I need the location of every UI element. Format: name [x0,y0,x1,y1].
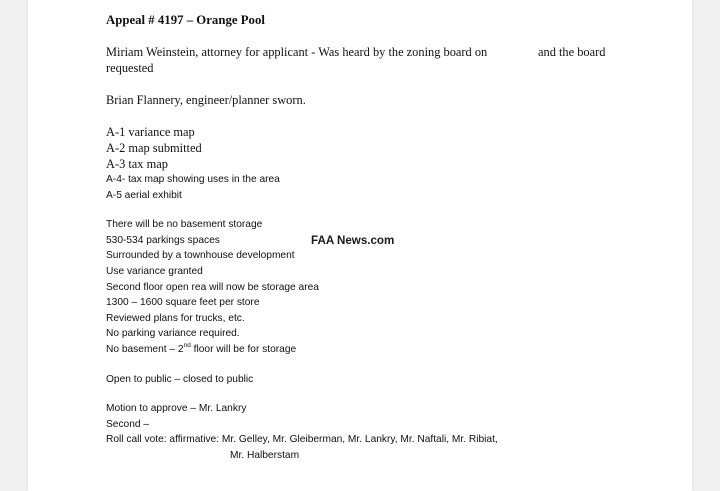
note-townhouse: Surrounded by a townhouse development [106,250,295,262]
intro-line-1 [106,44,666,60]
motion-line: Motion to approve – Mr. Lankry [106,403,247,415]
note-use-variance: Use variance granted [106,265,203,277]
note-storage [106,342,666,358]
second-line: Second – [106,418,150,430]
sworn-line: Brian Flannery, engineer/planner sworn. [106,93,306,107]
document-body [106,12,666,464]
note-parking-variance: No parking variance required. [106,328,240,340]
note-second-floor: Second floor open rea will now be storage area [106,281,319,293]
watermark-text: FAA News.com [311,233,395,247]
note-parking [106,233,666,249]
intro-text-left: Miriam Weinstein, attorney for applicant - Was heard by the zoning board on [106,45,488,59]
note-storage-pre: No basement – 2 [106,343,184,355]
note-basement: There will be no basement storage [106,219,263,231]
note-storage-post: floor will be for storage [190,343,297,355]
note-square-feet: 1300 – 1600 square feet per store [106,297,260,309]
intro-text-right: and the board [538,45,606,59]
roll-call-continued: Mr. Halberstam [230,449,300,461]
exhibit-a5: A-5 aerial exhibit [106,189,182,201]
intro-line-2: requested [106,61,154,75]
document-page [28,0,692,491]
roll-call-line: Roll call vote: affirmative: Mr. Gelley, Mr. Gleiberman, Mr. Lankry, Mr. Naftali, Mr. Ribiat, [106,434,498,446]
note-trucks: Reviewed plans for trucks, etc. [106,312,245,324]
note-parking-text: 530-534 parkings spaces [106,234,220,246]
public-line: Open to public – closed to public [106,373,254,385]
appeal-title: Appeal # 4197 – Orange Pool [106,13,265,27]
exhibit-a4: A-4- tax map showing uses in the area [106,174,280,185]
exhibit-a2: A-2 map submitted [106,141,202,155]
exhibit-a1: A-1 variance map [106,125,195,139]
note-storage-sup: nd [183,341,191,349]
exhibit-a3: A-3 tax map [106,157,168,171]
